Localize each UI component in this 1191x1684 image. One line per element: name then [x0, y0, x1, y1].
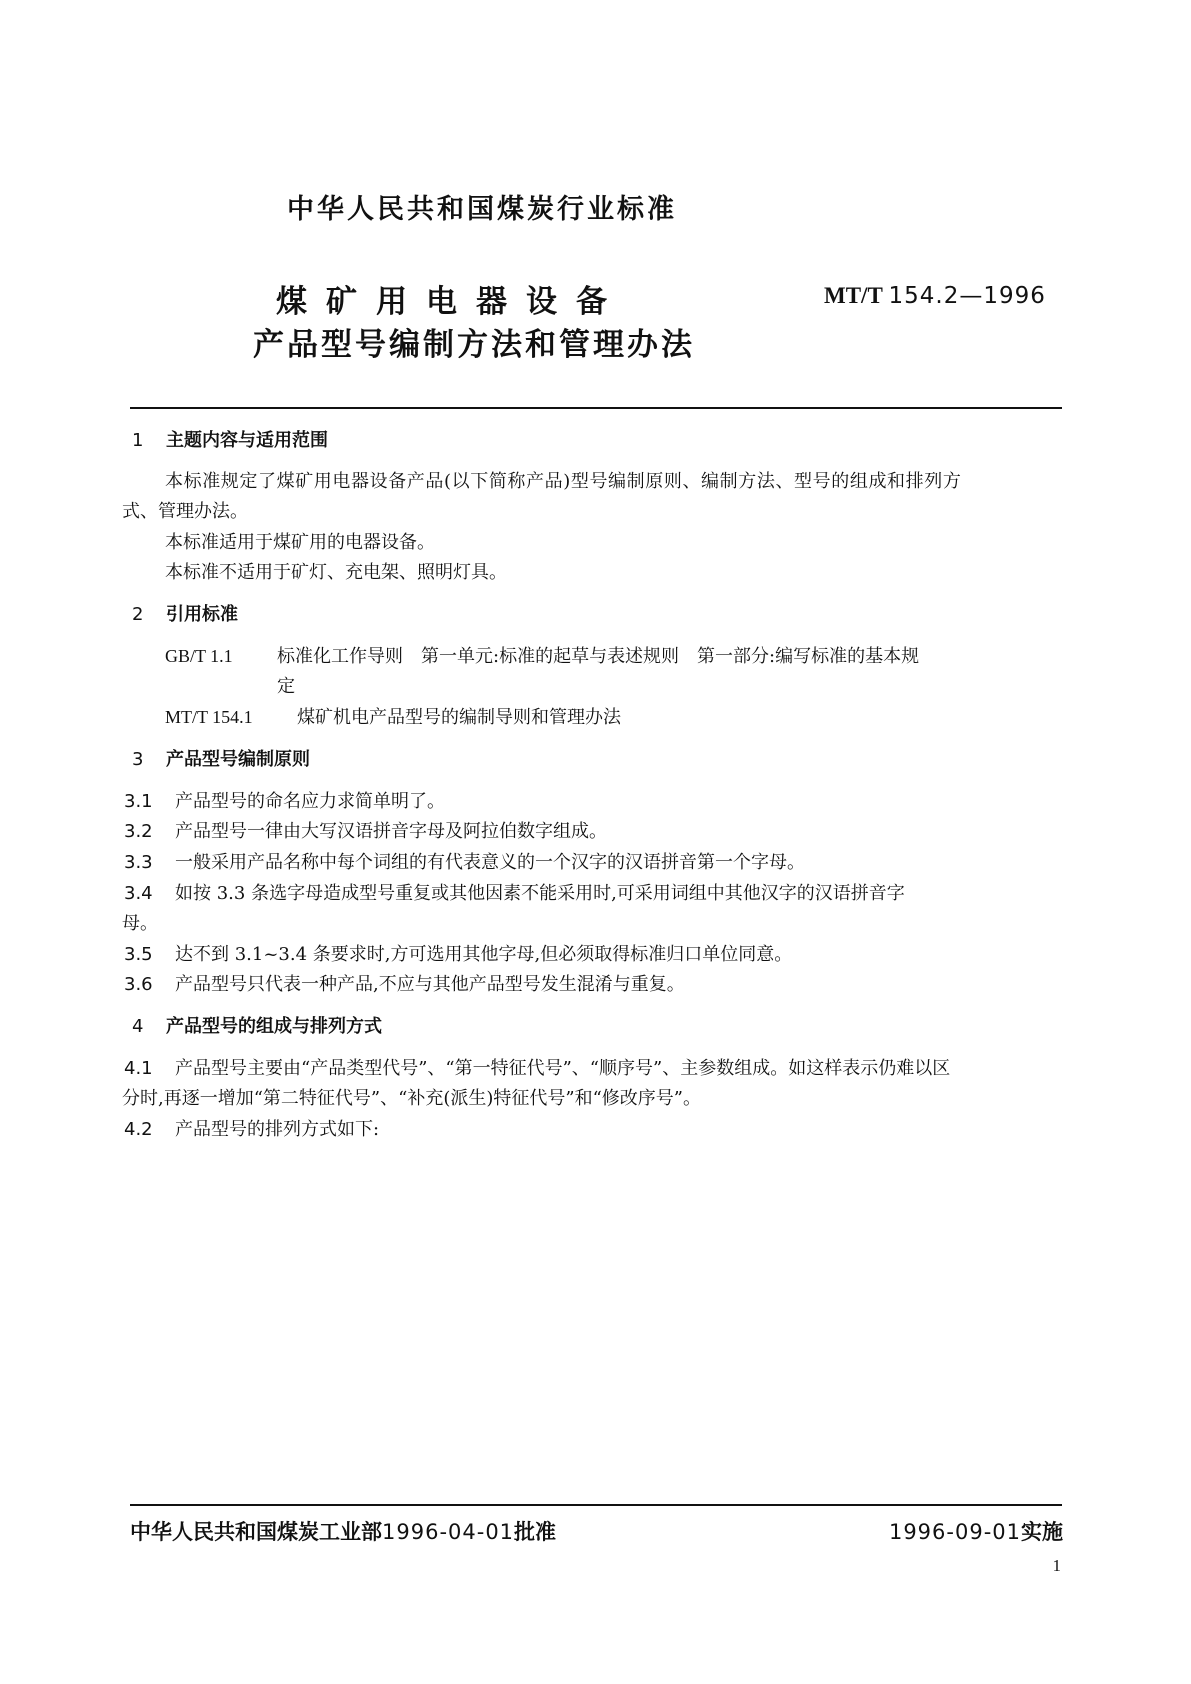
footer-divider [130, 1504, 1062, 1506]
header-divider [130, 407, 1062, 409]
section-title: 主题内容与适用范围 [166, 430, 328, 451]
clause-text-continued: 分时,再逐一增加“第二特征代号”、“补充(派生)特征代号”和“修改序号”。 [122, 1088, 701, 1109]
reference-text-continued: 定 [277, 676, 295, 697]
clause-text: 产品型号主要由“产品类型代号”、“第一特征代号”、“顺序号”、主参数组成。如这样表示仍难以区 [175, 1058, 951, 1079]
section-title: 产品型号编制原则 [166, 749, 310, 770]
clause [124, 970, 685, 996]
section-number: 2 [132, 604, 144, 625]
section-4-heading [132, 1012, 382, 1038]
reference-text: 标准化工作导则 第一单元:标准的起草与表述规则 第一部分:编写标准的基本规 [277, 646, 920, 667]
approval-line [130, 1516, 556, 1546]
clause-number: 3.1 [124, 791, 153, 812]
clause-text: 产品型号的命名应力求简单明了。 [175, 791, 445, 812]
paragraph: 本标准规定了煤矿用电器设备产品(以下简称产品)型号编制原则、编制方法、型号的组成和排列方 [165, 471, 962, 492]
approval-label: 批准 [514, 1520, 557, 1544]
section-number: 1 [132, 430, 144, 451]
clause-number: 3.5 [124, 944, 153, 965]
paragraph: 本标准适用于煤矿用的电器设备。 [165, 532, 435, 553]
section-number: 3 [132, 749, 144, 770]
clause-text: 一般采用产品名称中每个词组的有代表意义的一个汉字的汉语拼音第一个字母。 [175, 852, 805, 873]
clause-number: 4.1 [124, 1058, 153, 1079]
document-title-line2: 产品型号编制方法和管理办法 [253, 327, 695, 363]
standard-number-value: 154.2—1996 [888, 283, 1046, 309]
clause-number: 3.6 [124, 974, 153, 995]
clause [124, 940, 792, 966]
reference-code: GB/T 1.1 [165, 646, 233, 666]
implementation-date: 1996-09-01 [888, 1520, 1021, 1544]
reference-item [165, 642, 919, 668]
section-number: 4 [132, 1016, 144, 1037]
clause [124, 848, 805, 874]
issuer-title: 中华人民共和国煤炭行业标准 [287, 194, 677, 225]
clause-text: 产品型号一律由大写汉语拼音字母及阿拉伯数字组成。 [175, 821, 607, 842]
section-title: 引用标准 [166, 604, 238, 625]
implementation-line [889, 1516, 1063, 1546]
clause-number: 3.4 [124, 883, 153, 904]
document-title-line1: 煤矿用电器设备 [276, 284, 626, 320]
paragraph: 式、管理办法。 [122, 501, 248, 522]
clause-number: 3.2 [124, 821, 153, 842]
approver-name: 中华人民共和国煤炭工业部 [130, 1520, 382, 1544]
paragraph: 本标准不适用于矿灯、充电架、照明灯具。 [165, 562, 507, 583]
clause-text: 如按 3.3 条选字母造成型号重复或其他因素不能采用时,可采用词组中其他汉字的汉语拼音字 [175, 883, 905, 904]
clause [124, 787, 445, 813]
clause [124, 879, 905, 905]
clause-text: 产品型号的排列方式如下: [175, 1119, 380, 1140]
page-number: 1 [1052, 1556, 1061, 1575]
clause-number: 3.3 [124, 852, 153, 873]
reference-code: MT/T 154.1 [165, 707, 253, 727]
section-1-heading [132, 426, 328, 452]
clause-text-continued: 母。 [122, 913, 158, 934]
clause-text: 产品型号只代表一种产品,不应与其他产品型号发生混淆与重复。 [175, 974, 685, 995]
implementation-label: 实施 [1021, 1520, 1063, 1544]
approval-date: 1996-04-01 [382, 1520, 515, 1544]
section-3-heading [132, 745, 310, 771]
clause [124, 1054, 950, 1080]
clause [124, 817, 607, 843]
section-2-heading [132, 600, 238, 626]
standard-code: MT/T [824, 283, 883, 308]
reference-text: 煤矿机电产品型号的编制导则和管理办法 [297, 707, 621, 728]
reference-item [165, 703, 621, 729]
clause-number: 4.2 [124, 1119, 153, 1140]
clause-text: 达不到 3.1~3.4 条要求时,方可选用其他字母,但必须取得标准归口单位同意。 [175, 944, 793, 965]
standard-number [824, 283, 1046, 309]
section-title: 产品型号的组成与排列方式 [166, 1016, 382, 1037]
clause [124, 1115, 379, 1141]
